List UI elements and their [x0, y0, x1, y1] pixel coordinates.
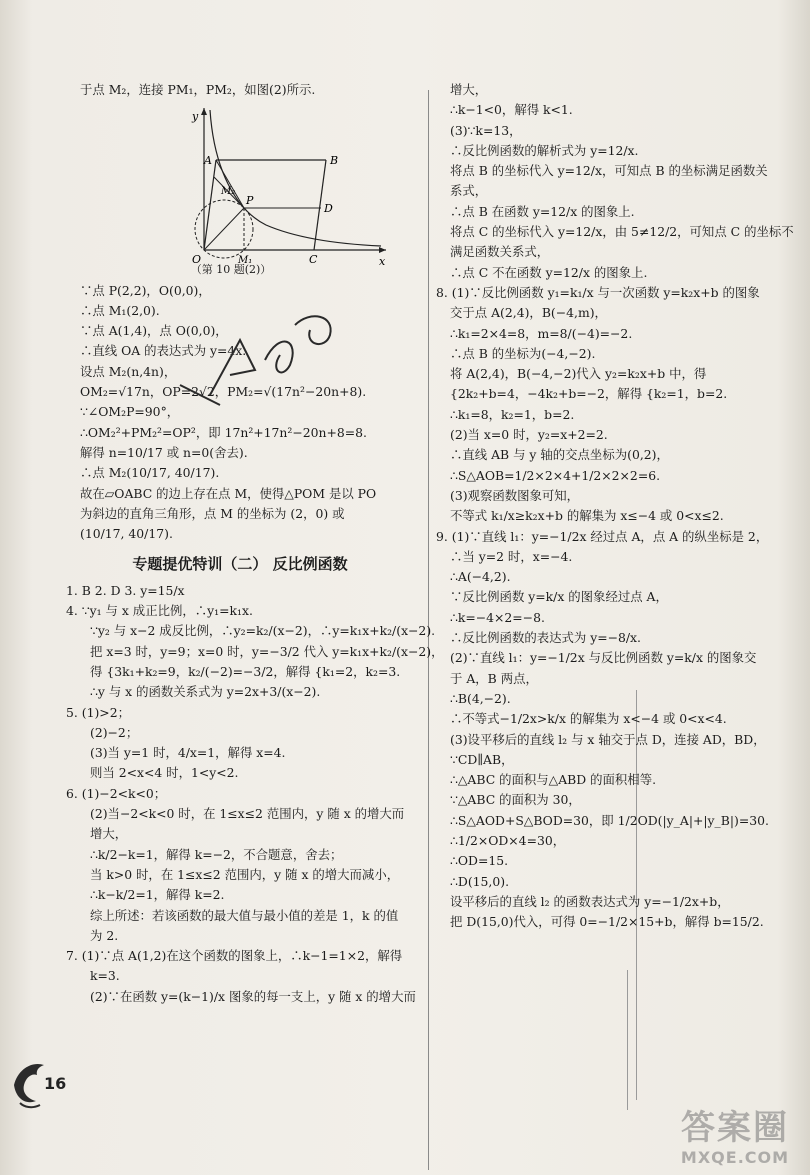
label-y: y [192, 110, 199, 124]
label-x: x [379, 255, 386, 269]
text-line: 6. (1)−2<k<0； [66, 785, 167, 801]
text-line: 故在▱OABC 的边上存在点 M，使得△POM 是以 PO [80, 485, 377, 501]
text-line: {2k₂+b=4，−4k₂+b=−2，解得 {k₂=1，b=2. [450, 386, 728, 402]
text-line: ∵y₂ 与 x−2 成反比例，∴y₂=k₂/(x−2)，∴y=k₁x+k₂/(x−2). [90, 623, 436, 639]
text-line: 5. (1)>2； [66, 704, 130, 720]
text-line: ∴1/2×OD×4=30， [450, 832, 566, 848]
label-O: O [192, 253, 202, 267]
label-C: C [309, 253, 318, 267]
text-line: ∴k=−4×2=−8. [450, 609, 545, 625]
text-line: ∴k−1<0，解得 k<1. [450, 102, 573, 118]
page-number: 16 [44, 1074, 67, 1093]
text-line: 得 {3k₁+k₂=9，k₂/(−2)=−3/2，解得 {k₁=2，k₂=3. [90, 663, 401, 679]
text-line: ∴点 M₁(2,0). [80, 302, 160, 318]
text-line: 增大， [90, 826, 128, 842]
text-line: ∴不等式−1/2x>k/x 的解集为 x<−4 或 0<x<4. [450, 711, 727, 727]
figure-caption: （第 10 题(2)） [190, 263, 272, 277]
text-line: 8. (1)∵反比例函数 y₁=k₁/x 与一次函数 y=k₂x+b 的图象 [436, 284, 760, 300]
text-line: ∵CD∥AB， [450, 751, 514, 767]
section-title: 专题提优特训（二） 反比例函数 [132, 555, 348, 574]
label-M1: M₁ [238, 255, 253, 267]
text-line: OM₂=√17n，OP=2√2，PM₂=√(17n²−20n+8). [80, 384, 367, 400]
label-P: P [246, 194, 254, 208]
text-line: ∵∠OM₂P=90°， [80, 404, 180, 420]
text-line: 为斜边的直角三角形，点 M 的坐标为 (2，0) 或 [80, 505, 345, 521]
watermark-url: MXQE.COM [680, 1148, 790, 1167]
text-line: 设点 M₂(n,4n)， [80, 363, 177, 379]
text-line: (2)当 x=0 时，y₂=x+2=2. [450, 427, 608, 443]
text-line: 把 x=3 时，y=9；x=0 时，y=−3/2 代入 y=k₁x+k₂/(x−2)， [90, 643, 444, 659]
text-line: 将 A(2,4)，B(−4,−2)代入 y₂=k₂x+b 中，得 [450, 366, 707, 382]
text-line: ∴k₁=8，k₂=1，b=2. [450, 406, 575, 422]
text-line: (2)∵直线 l₁：y=−1/2x 与反比例函数 y=k/x 的图象交 [450, 650, 757, 666]
right-margin-line-lower [627, 970, 628, 1110]
text-line: 设平移后的直线 l₂ 的函数表达式为 y=−1/2x+b， [450, 893, 730, 909]
text-line: 满足函数关系式， [450, 244, 550, 260]
text-line: ∴直线 AB 与 y 轴的交点坐标为(0,2)， [450, 447, 669, 463]
handwriting-scribble [170, 300, 350, 410]
text-line: 交于点 A(2,4)，B(−4,m)， [450, 305, 607, 321]
text-line: ∴k−k/2=1，解得 k=2. [90, 887, 225, 903]
text-line: ∴直线 OA 的表达式为 y=4x. [80, 343, 247, 359]
text-line: ∴点 M₂(10/17, 40/17). [80, 465, 220, 481]
text-line: ∴点 B 的坐标为(−4,−2). [450, 345, 596, 361]
text-line: (3)∵k=13， [450, 122, 522, 138]
text-line: ∴反比例函数的解析式为 y=12/x. [450, 142, 639, 158]
text-line: 系式， [450, 183, 488, 199]
text-line: ∴△ABC 的面积与△ABD 的面积相等. [450, 772, 657, 788]
text-line: 于点 M₂，连接 PM₁，PM₂，如图(2)所示. [80, 82, 316, 97]
text-line: ∴k₁=2×4=8，m=8/(−4)=−2. [450, 325, 633, 341]
text-line: 于 A，B 两点， [450, 670, 538, 686]
label-B: B [330, 154, 339, 168]
text-line: 把 D(15,0)代入，可得 0=−1/2×15+b，解得 b=15/2. [450, 914, 764, 930]
text-line: 将点 B 的坐标代入 y=12/x，可知点 B 的坐标满足函数关 [450, 163, 768, 179]
text-line: ∵△ABC 的面积为 30， [450, 792, 581, 808]
text-line: ∵点 A(1,4)，点 O(0,0)， [80, 323, 228, 339]
label-D: D [324, 202, 333, 216]
text-line: 当 k>0 时，在 1≤x≤2 范围内，y 随 x 的增大而减小， [90, 866, 400, 882]
text-line: ∴反比例函数的表达式为 y=−8/x. [450, 630, 641, 646]
text-line: (3)观察函数图象可知， [450, 487, 580, 503]
text-line: (2)∵在函数 y=(k−1)/x 图象的每一支上，y 随 x 的增大而 [90, 988, 416, 1004]
text-line: ∴OM₂²+PM₂²=OP²，即 17n²+17n²−20n+8=8. [80, 424, 367, 440]
text-line: (3)设平移后的直线 l₂ 与 x 轴交于点 D，连接 AD，BD， [450, 731, 766, 747]
text-line: ∴OD=15. [450, 853, 509, 869]
watermark-title: 答案圈 [681, 1108, 789, 1148]
text-line: 9. (1)∵直线 l₁：y=−1/2x 经过点 A，点 A 的纵坐标是 2， [436, 528, 769, 544]
text-line: k=3. [90, 968, 120, 984]
coordinate-figure [166, 100, 396, 269]
text-line: 7. (1)∵点 A(1,2)在这个函数的图象上，∴k−1=1×2，解得 [66, 948, 403, 964]
figure-svg [166, 100, 396, 269]
text-line: ∴点 C 不在函数 y=12/x 的图象上. [450, 264, 648, 280]
text-line: 则当 2<x<4 时，1<y<2. [90, 765, 239, 781]
text-line: 将点 C 的坐标代入 y=12/x，由 5≠12/2，可知点 C 的坐标不 [450, 224, 794, 240]
left-column [66, 80, 444, 1007]
text-line: ∴S△AOD+S△BOD=30，即 1/2OD(|y_A|+|y_B|)=30. [450, 812, 769, 828]
text-line: 为 2. [90, 927, 119, 943]
watermark [660, 1108, 810, 1175]
text-line: ∴k/2−k=1，解得 k=−2，不合题意，舍去； [90, 846, 343, 862]
text-line: ∴S△AOB=1/2×2×4+1/2×2×2=6. [450, 467, 661, 483]
text-line: (3)当 y=1 时，4/x=1，解得 x=4. [90, 745, 286, 761]
text-line: ∵反比例函数 y=k/x 的图象经过点 A， [450, 589, 668, 605]
text-line: ∴D(15,0). [450, 873, 510, 889]
text-line: 综上所述：若该函数的最大值与最小值的差是 1，k 的值 [90, 907, 399, 923]
text-line: (10/17, 40/17). [80, 526, 173, 542]
text-line: ∴点 B 在函数 y=12/x 的图象上. [450, 203, 635, 219]
text-line: (2)−2； [90, 724, 139, 740]
label-M2: M₂ [221, 186, 236, 198]
label-A: A [204, 154, 212, 168]
text-line: 1. B 2. D 3. y=15/x [66, 582, 185, 598]
text-line: ∴B(4,−2). [450, 690, 511, 706]
text-line: 增大， [450, 82, 488, 97]
right-column [436, 80, 794, 932]
text-line: 4. ∵y₁ 与 x 成正比例，∴y₁=k₁x. [66, 603, 253, 619]
text-line: (2)当−2<k<0 时，在 1≤x≤2 范围内，y 随 x 的增大而 [90, 806, 405, 822]
text-line: 不等式 k₁/x≥k₂x+b 的解集为 x≤−4 或 0<x≤2. [450, 508, 724, 524]
text-line: ∴A(−4,2). [450, 569, 511, 585]
text-line: ∴y 与 x 的函数关系式为 y=2x+3/(x−2). [90, 684, 321, 700]
text-line: ∴当 y=2 时，x=−4. [450, 548, 573, 564]
text-line: ∵点 P(2,2)，O(0,0)， [80, 282, 211, 298]
text-line: 解得 n=10/17 或 n=0(舍去). [80, 444, 248, 460]
